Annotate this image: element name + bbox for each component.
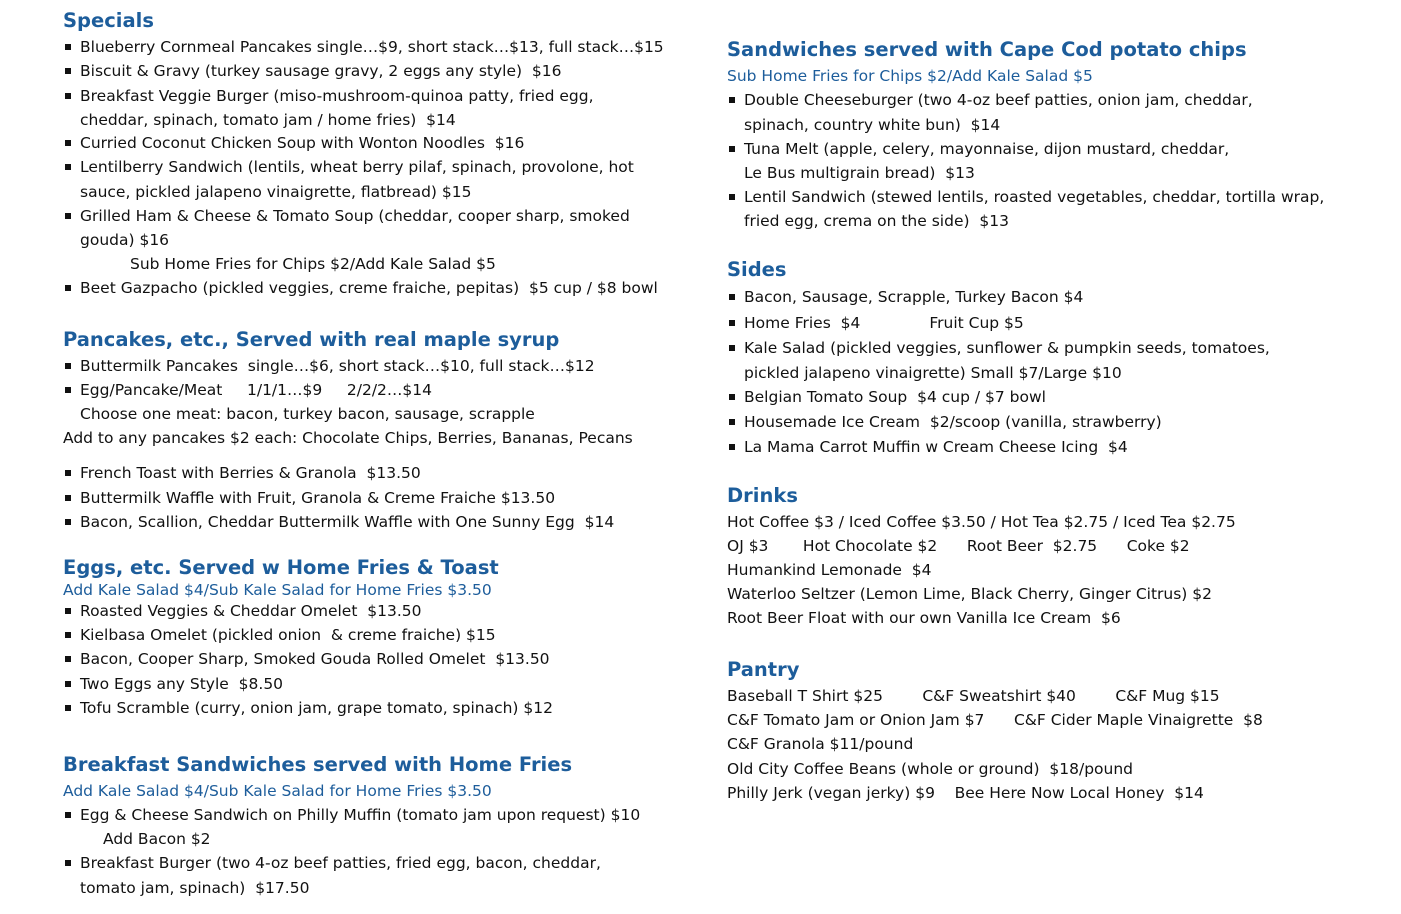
menu-item: Bacon, Scallion, Cheddar Buttermilk Waffle with One Sunny Egg $14: [80, 513, 615, 531]
pantry-line: Old City Coffee Beans (whole or ground) $18/pound: [727, 760, 1133, 778]
bullet: [65, 705, 71, 711]
sandwiches-heading: Sandwiches served with Cape Cod potato chips: [727, 38, 1247, 61]
menu-item: Two Eggs any Style $8.50: [80, 675, 284, 693]
menu-item-continuation: gouda) $16: [80, 231, 170, 249]
menu-item: Biscuit & Gravy (turkey sausage gravy, 2 eggs any style) $16: [80, 62, 562, 80]
menu-item: Lentil Sandwich (stewed lentils, roasted vegetables, cheddar, tortilla wrap,: [744, 188, 1325, 206]
menu-item: Home Fries $4 Fruit Cup $5: [744, 314, 1024, 332]
bullet: [729, 419, 735, 425]
menu-item: Breakfast Burger (two 4-oz beef patties, fried egg, bacon, cheddar,: [80, 854, 601, 872]
eggs-subheading: Add Kale Salad $4/Sub Kale Salad for Home Fries $3.50: [63, 581, 492, 599]
menu-item-continuation: tomato jam, spinach) $17.50: [80, 879, 310, 897]
menu-item: La Mama Carrot Muffin w Cream Cheese Icing $4: [744, 438, 1128, 456]
menu-item: Kielbasa Omelet (pickled onion & creme fraiche) $15: [80, 626, 496, 644]
menu-item: Lentilberry Sandwich (lentils, wheat berry pilaf, spinach, provolone, hot: [80, 158, 634, 176]
menu-item: Curried Coconut Chicken Soup with Wonton Noodles $16: [80, 134, 525, 152]
pantry-line: Philly Jerk (vegan jerky) $9 Bee Here Now Local Honey $14: [727, 784, 1204, 802]
bullet: [65, 632, 71, 638]
pantry-line: C&F Tomato Jam or Onion Jam $7 C&F Cider Maple Vinaigrette $8: [727, 711, 1263, 729]
menu-item: Grilled Ham & Cheese & Tomato Soup (cheddar, cooper sharp, smoked: [80, 207, 630, 225]
bullet: [65, 495, 71, 501]
menu-item-note: Sub Home Fries for Chips $2/Add Kale Salad $5: [130, 255, 496, 273]
bullet: [65, 68, 71, 74]
drinks-line: Root Beer Float with our own Vanilla Ice Cream $6: [727, 609, 1121, 627]
bullet: [65, 93, 71, 99]
bullet: [65, 608, 71, 614]
bullet: [65, 164, 71, 170]
menu-item-continuation: sauce, pickled jalapeno vinaigrette, flatbread) $15: [80, 183, 472, 201]
pantry-heading: Pantry: [727, 658, 800, 681]
bullet: [729, 294, 735, 300]
menu-item: Double Cheeseburger (two 4-oz beef patties, onion jam, cheddar,: [744, 91, 1253, 109]
menu-item: Buttermilk Waffle with Fruit, Granola & Creme Fraiche $13.50: [80, 489, 556, 507]
bullet: [729, 146, 735, 152]
menu-item: Tofu Scramble (curry, onion jam, grape tomato, spinach) $12: [80, 699, 553, 717]
menu-item: Beet Gazpacho (pickled veggies, creme fraiche, pepitas) $5 cup / $8 bowl: [80, 279, 658, 297]
bullet: [65, 285, 71, 291]
menu-item-continuation: pickled jalapeno vinaigrette) Small $7/Large $10: [744, 364, 1122, 382]
pantry-line: C&F Granola $11/pound: [727, 735, 914, 753]
menu-item: Egg & Cheese Sandwich on Philly Muffin (tomato jam upon request) $10: [80, 806, 641, 824]
bullet: [729, 444, 735, 450]
bullet: [729, 320, 735, 326]
menu-item: Blueberry Cornmeal Pancakes single…$9, short stack…$13, full stack…$15: [80, 38, 664, 56]
bullet: [729, 97, 735, 103]
bullet: [65, 213, 71, 219]
menu-item: Belgian Tomato Soup $4 cup / $7 bowl: [744, 388, 1046, 406]
menu-item-note: Add Bacon $2: [103, 830, 211, 848]
breakfast-sandwiches-subheading: Add Kale Salad $4/Sub Kale Salad for Home Fries $3.50: [63, 782, 492, 800]
pancakes-addon-note: Add to any pancakes $2 each: Chocolate Chips, Berries, Bananas, Pecans: [63, 429, 633, 447]
menu-item: Egg/Pancake/Meat 1/1/1…$9 2/2/2…$14: [80, 381, 432, 399]
pancakes-heading: Pancakes, etc., Served with real maple syrup: [63, 328, 560, 351]
menu-item-continuation: Le Bus multigrain bread) $13: [744, 164, 975, 182]
drinks-line: OJ $3 Hot Chocolate $2 Root Beer $2.75 Coke $2: [727, 537, 1190, 555]
bullet: [65, 656, 71, 662]
sandwiches-subheading: Sub Home Fries for Chips $2/Add Kale Salad $5: [727, 67, 1093, 85]
bullet: [65, 140, 71, 146]
bullet: [65, 519, 71, 525]
specials-heading: Specials: [63, 9, 154, 32]
drinks-heading: Drinks: [727, 484, 798, 507]
eggs-heading: Eggs, etc. Served w Home Fries & Toast: [63, 556, 499, 579]
breakfast-sandwiches-heading: Breakfast Sandwiches served with Home Fries: [63, 753, 573, 776]
menu-item: Buttermilk Pancakes single…$6, short stack…$10, full stack…$12: [80, 357, 595, 375]
menu-item-continuation: fried egg, crema on the side) $13: [744, 212, 1009, 230]
menu-item-continuation: Choose one meat: bacon, turkey bacon, sausage, scrapple: [80, 405, 535, 423]
menu-item: Kale Salad (pickled veggies, sunflower & pumpkin seeds, tomatoes,: [744, 339, 1270, 357]
bullet: [729, 345, 735, 351]
menu-item-continuation: spinach, country white bun) $14: [744, 116, 1001, 134]
bullet: [65, 681, 71, 687]
bullet: [65, 363, 71, 369]
pantry-line: Baseball T Shirt $25 C&F Sweatshirt $40 C&F Mug $15: [727, 687, 1220, 705]
menu-item: Bacon, Cooper Sharp, Smoked Gouda Rolled Omelet $13.50: [80, 650, 550, 668]
bullet: [65, 860, 71, 866]
menu-item: Breakfast Veggie Burger (miso-mushroom-quinoa patty, fried egg,: [80, 87, 594, 105]
bullet: [65, 812, 71, 818]
drinks-line: Hot Coffee $3 / Iced Coffee $3.50 / Hot Tea $2.75 / Iced Tea $2.75: [727, 513, 1236, 531]
menu-item: Bacon, Sausage, Scrapple, Turkey Bacon $4: [744, 288, 1084, 306]
bullet: [65, 470, 71, 476]
menu-item: Roasted Veggies & Cheddar Omelet $13.50: [80, 602, 422, 620]
menu-item-continuation: cheddar, spinach, tomato jam / home fries) $14: [80, 111, 456, 129]
menu-item: Housemade Ice Cream $2/scoop (vanilla, strawberry): [744, 413, 1162, 431]
drinks-line: Waterloo Seltzer (Lemon Lime, Black Cherry, Ginger Citrus) $2: [727, 585, 1212, 603]
bullet: [729, 394, 735, 400]
menu-item: French Toast with Berries & Granola $13.50: [80, 464, 421, 482]
bullet: [65, 387, 71, 393]
bullet: [65, 44, 71, 50]
menu-item: Tuna Melt (apple, celery, mayonnaise, dijon mustard, cheddar,: [744, 140, 1230, 158]
drinks-line: Humankind Lemonade $4: [727, 561, 932, 579]
bullet: [729, 194, 735, 200]
sides-heading: Sides: [727, 258, 787, 281]
